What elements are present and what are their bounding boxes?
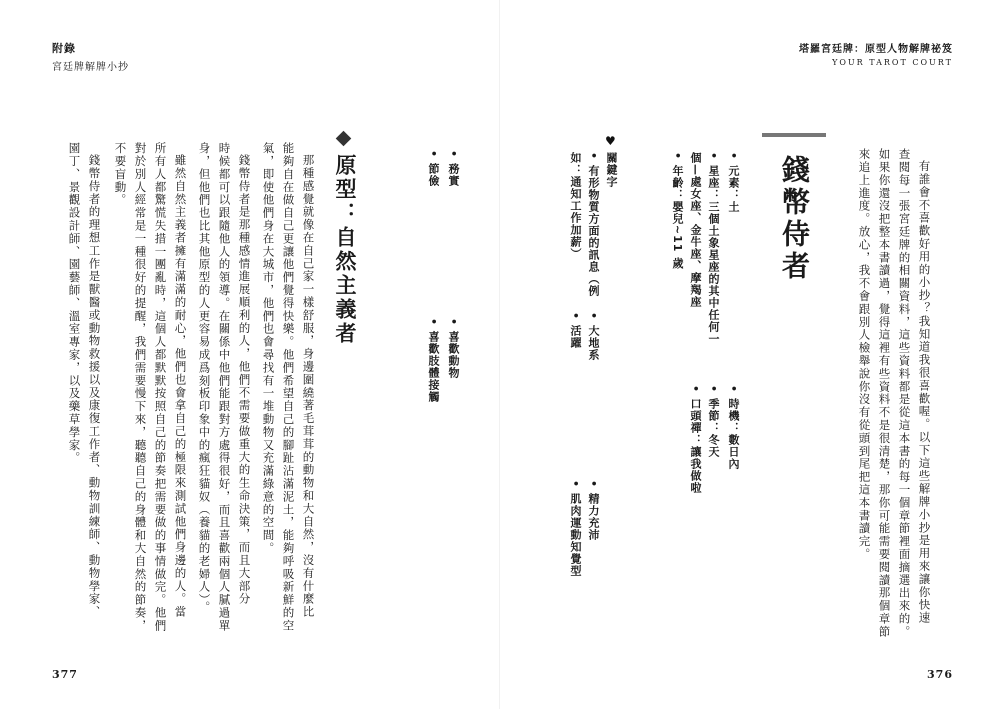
bullet-practical: • 務實 — [447, 150, 460, 187]
body-line: 不要盲動。 — [113, 142, 128, 207]
card-title-box — [762, 133, 826, 553]
running-header-subtitle: 宮廷牌解牌小抄 — [52, 62, 129, 73]
bullet-frugal: • 節儉 — [427, 150, 440, 187]
attr-catchphrase: • 口頭禪：讓我做啦 — [689, 385, 702, 494]
keyword-active: • 活躍 — [569, 312, 582, 349]
running-header-title: 塔羅宮廷牌：原型人物解牌祕笈 — [799, 44, 953, 55]
body-line: 錢幣侍者是那種感情進展順利的人，他們不需要做重大的生命決策，而且大部分 — [237, 154, 252, 606]
body-line: 時候都可以跟隨他人的領導。在關係中他們能跟對方處得很好，而且喜歡兩個人膩過單 — [217, 142, 232, 633]
body-line: 所有人都驚慌失措一團亂時，這個人都默默按照自己的節奏把需要做的事情做完。他們 — [153, 142, 168, 633]
heart-icon: ♥ — [605, 134, 616, 148]
body-line: 身，但他們也比其他原型的人更容易成爲刻板印象中的瘋狂貓奴（養貓的老婦人）。 — [197, 142, 212, 614]
right-page — [500, 0, 999, 709]
body-line: 能夠自在做自己更讓他們覺得快樂。他們希望自己的腳趾沾滿泥土，能夠呼吸新鮮的空 — [281, 142, 296, 633]
keyword-physical-message-cont: 如：通知工作加薪） — [569, 152, 582, 260]
attr-age: • 年齡：嬰兒~11 歲 — [671, 152, 684, 270]
body-line: 雖然自然主義者擁有滿滿的耐心，他們也會拿自己的極限來測試他們身邊的人。當 — [173, 154, 188, 619]
body-line: 園丁、景觀設計師、園藝師、溫室專家，以及藥草學家。 — [67, 142, 82, 465]
attr-zodiac: • 星座：三個土象星座的其中任何一 — [707, 152, 720, 345]
attr-zodiac-cont: 個—處女座、金牛座、摩羯座 — [689, 152, 702, 308]
body-line: 那種感覺就像在自己家一樣舒服，身邊圍繞著毛茸茸的動物和大自然，沒有什麼比 — [301, 154, 316, 619]
intro-line: 如果你還沒把整本書讀過，覺得這裡有些資料不是很清楚，那你可能需要閱讀那個章節 — [877, 148, 892, 639]
attr-element: • 元素：土 — [727, 152, 740, 213]
keyword-physical-message: • 有形物質方面的訊息（例 — [587, 152, 600, 297]
body-line: 錢幣侍者的理想工作是獸醫或動物救援以及康復工作者、動物訓練師、動物學家、 — [87, 154, 102, 619]
intro-line: 來追上進度。放心，我不會跟別人檢舉說你沒有從頭到尾把這本書讀完。 — [857, 148, 872, 561]
attr-timing: • 時機：數日內 — [727, 385, 740, 470]
keyword-earthy: • 大地系 — [587, 312, 600, 361]
card-title: 錢幣侍者 — [778, 155, 811, 283]
diamond-icon — [336, 131, 352, 147]
body-line: 對於別人經常是一種很好的提醒，我們需要慢下來，聽聽自己的身體和大自然的節奏， — [133, 142, 148, 633]
body-line: 氣，即使他們身在大城市，他們也會尋找有一堆動物又充滿綠意的空間。 — [261, 142, 276, 555]
page-number: 377 — [52, 668, 78, 681]
left-page — [0, 0, 499, 709]
running-header-subtitle: YOUR TAROT COURT — [832, 58, 953, 67]
keywords-heading: 關鍵字 — [605, 152, 618, 188]
bullet-likes-animals: • 喜歡動物 — [447, 318, 460, 379]
keyword-energetic: • 精力充沛 — [587, 480, 600, 541]
bullet-physical-touch: • 喜歡肢體接觸 — [427, 318, 440, 403]
running-header-title: 附錄 — [52, 42, 76, 55]
section-heading: 原型：自然主義者 — [333, 154, 358, 346]
intro-line: 有誰會不喜歡好用的小抄？我知道我很喜歡喔。以下這些解牌小抄是用來讓你快速 — [917, 160, 932, 625]
intro-line: 查閱每一張宮廷牌的相關資料，這些資料都是從這本書的每一個章節裡面摘選出來的。 — [897, 148, 912, 639]
attr-season: • 季節：冬天 — [707, 385, 720, 458]
keyword-kinesthetic: • 肌肉運動知覺型 — [569, 480, 582, 577]
page-number: 376 — [927, 668, 953, 681]
